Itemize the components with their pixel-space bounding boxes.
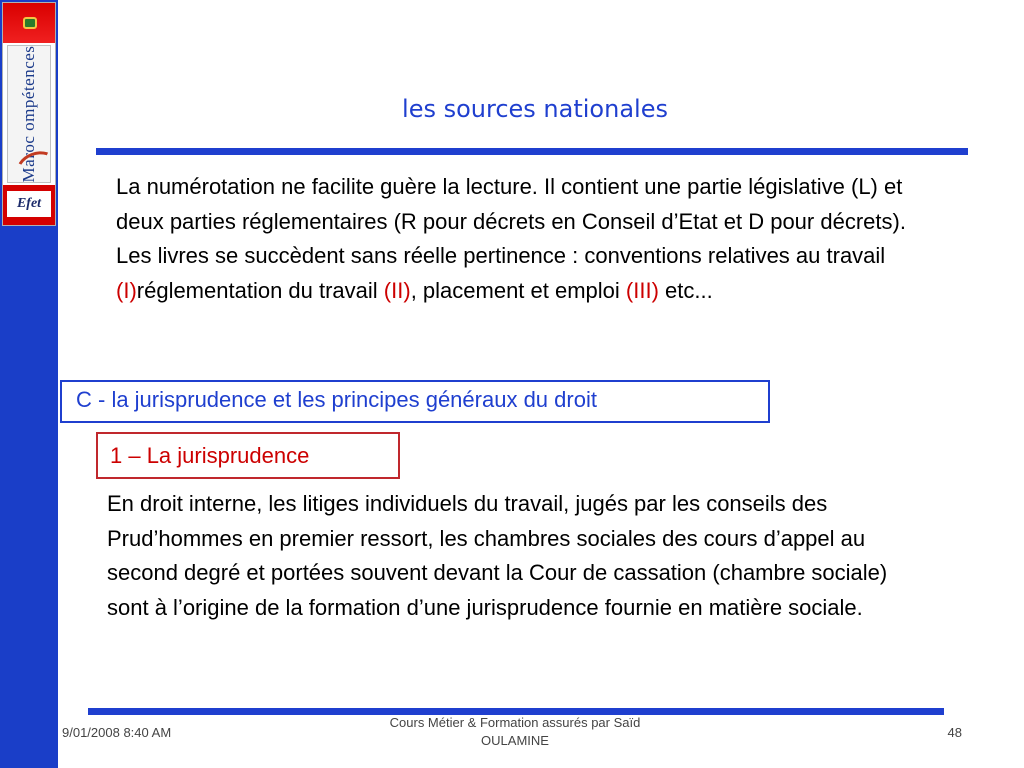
intro-text-3: réglementation du travail (136, 277, 384, 303)
subsection-heading-box (96, 432, 400, 479)
logo-red-header (3, 3, 55, 43)
crest-icon (23, 17, 37, 29)
subsection-heading: 1 – La jurisprudence (110, 443, 310, 468)
book-marker-1: (I) (116, 277, 137, 303)
intro-text-5: etc... (658, 277, 713, 303)
logo-red-footer (3, 185, 55, 225)
logo-wordmark-panel (7, 45, 51, 183)
logo-tag: Efet (7, 191, 51, 217)
logo (2, 2, 56, 226)
footer-credit (355, 714, 675, 750)
page-number: 48 (947, 725, 962, 740)
book-marker-2: (II) (383, 277, 411, 303)
section-heading-box (60, 380, 770, 423)
section-heading: C - la jurisprudence et les principes généraux du droit (76, 387, 597, 412)
slide-title: les sources nationales (402, 95, 668, 123)
intro-text-2: Les livres se succèdent sans réelle pertinence : conventions relatives au travail (116, 243, 886, 268)
title-divider (96, 148, 968, 155)
footer-credit-line-2: OULAMINE (481, 733, 549, 748)
footer-date: 9/01/2008 8:40 AM (62, 725, 172, 740)
sidebar-band (0, 0, 58, 768)
intro-text-4: , placement et emploi (410, 277, 626, 303)
intro-text-1: La numérotation ne facilite guère la lecture. Il contient une partie législative (L) et deux parties réglementaires (R pour décrets en Conseil d’Etat et D pour décrets). (116, 174, 906, 234)
jurisprudence-paragraph: En droit interne, les litiges individuels du travail, jugés par les conseils des Prud’hommes en premier ressort, les chambres sociales des cours d’appel au second degré et portées souvent devant la Cour de cassation (chambre sociale) sont à l’origine de la formation d’une jurisprudence fournie en matière sociale. (107, 491, 888, 620)
footer-credit-line-1: Cours Métier & Formation assurés par Saïd (389, 715, 641, 730)
intro-paragraph (116, 170, 946, 308)
book-marker-3: (III) (625, 277, 659, 303)
logo-wordmark: Maroc ompétences (19, 45, 38, 183)
